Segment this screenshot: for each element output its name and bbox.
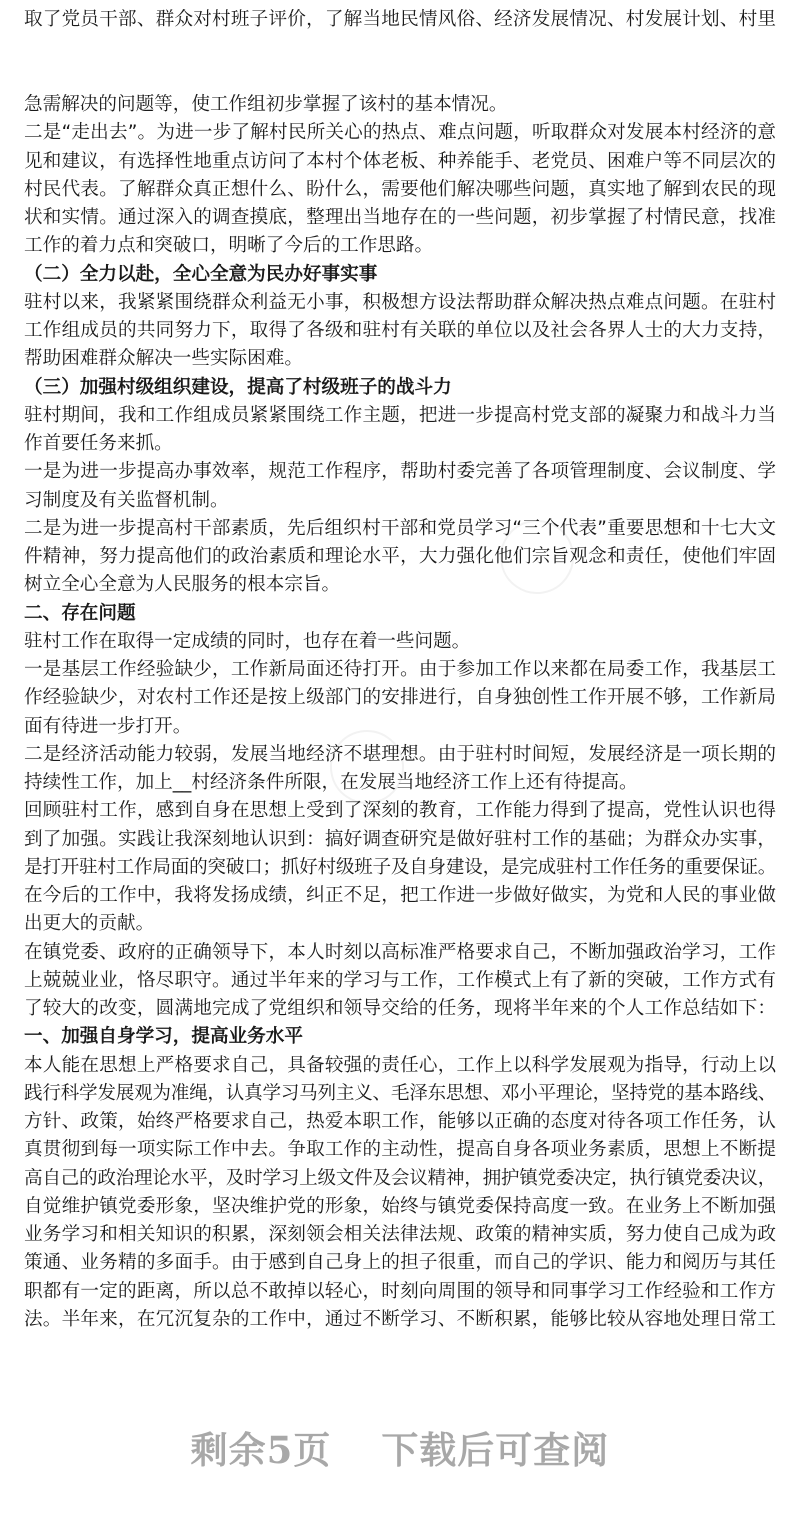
text-line: 二是为进一步提高村干部素质，先后组织村干部和党员学习“三个代表”重要思想和十七大文	[24, 517, 776, 539]
text-line: 一是基层工作经验缺少，工作新局面还待打开。由于参加工作以来都在局委工作，我基层工	[24, 659, 776, 680]
text-line: 回顾驻村工作，感到自身在思想上受到了深刻的教育，工作能力得到了提高，党性认识也得	[24, 800, 776, 822]
text-line: 村民代表。了解群众真正想什么、盼什么，需要他们解决哪些问题，真实地了解到农民的现	[24, 178, 776, 200]
text-line: 出更大的贡献。	[24, 913, 155, 935]
text-line: 二是经济活动能力较弱，发展当地经济不堪理想。由于驻村时间短，发展经济是一项长期的	[24, 743, 776, 765]
text-line: 作经验缺少，对农村工作还是按上级部门的安排进行，自身独创性工作开展不够，工作新局	[24, 687, 776, 709]
section-heading: （二）全力以赴，全心全意为民办好事实事	[24, 263, 378, 285]
text-line: 持续性工作，加上__村经济条件所限，在发展当地经济工作上还有待提高。	[24, 772, 638, 793]
text-line: 本人能在思想上严格要求自己，具备较强的责任心，工作上以科学发展观为指导，行动上以	[24, 1054, 776, 1076]
text-line: 习制度及有关监督机制。	[24, 489, 229, 511]
text-line: 驻村以来，我紧紧围绕群众利益无小事，积极想方设法帮助群众解决热点难点问题。在驻村	[24, 291, 776, 313]
text-line: 见和建议，有选择性地重点访问了本村个体老板、种养能手、老党员、困难户等不同层次的	[24, 150, 776, 172]
text-line: 业务学习和相关知识的积累，深刻领会相关法律法规、政策的精神实质，努力使自己成为政	[24, 1224, 776, 1245]
text-line: 件精神，努力提高他们的政治素质和理论水平，大力强化他们宗旨观念和责任，使他们牢固	[24, 546, 776, 567]
document-top-fragment	[24, 6, 776, 34]
remaining-pages-text[interactable]: 剩余5页	[190, 1428, 332, 1472]
text-line: 工作组成员的共同努力下，取得了各级和驻村有关联的单位以及社会各界人士的大力支持，	[24, 320, 776, 341]
text-line: 二是“走出去”。为进一步了解村民所关心的热点、难点问题，听取群众对发展本村经济的意	[24, 122, 776, 144]
section-heading: 二、存在问题	[24, 602, 136, 624]
download-more-banner[interactable]	[0, 1420, 800, 1474]
text-line: 工作的着力点和突破口，明晰了今后的工作思路。	[24, 235, 434, 257]
text-line: 急需解决的问题等，使工作组初步掌握了该村的基本情况。	[24, 94, 508, 115]
text-line: 方针、政策，始终严格要求自己，热爱本职工作，能够以正确的态度对待各项工作任务，认	[24, 1111, 776, 1132]
text-line: 状和实情。通过深入的调查摸底，整理出当地存在的一些问题，初步掌握了村情民意，找准	[24, 207, 776, 228]
text-line: 面有待进一步打开。	[24, 715, 192, 737]
section-heading: （三）加强村级组织建设，提高了村级班子的战斗力	[24, 376, 452, 398]
text-line: 驻村期间，我和工作组成员紧紧围绕工作主题，把进一步提高村党支部的凝聚力和战斗力当	[24, 404, 776, 426]
text-line: 自觉维护镇党委形象，坚决维护党的形象，始终与镇党委保持高度一致。在业务上不断加强	[24, 1195, 776, 1217]
text-line: 作首要任务来抓。	[24, 433, 173, 454]
text-line: 高自己的政治理论水平，及时学习上级文件及会议精神，拥护镇党委决定，执行镇党委决议，	[24, 1167, 776, 1189]
text-line: 帮助困难群众解决一些实际困难。	[24, 348, 303, 370]
text-line: 到了加强。实践让我深刻地认识到：搞好调查研究是做好驻村工作的基础；为群众办实事，	[24, 828, 776, 850]
text-line: 取了党员干部、群众对村班子评价，了解当地民情风俗、经济发展情况、村发展计划、村里	[24, 9, 776, 30]
text-line: 驻村工作在取得一定成绩的同时，也存在着一些问题。	[24, 630, 471, 652]
text-line: 策通、业务精的多面手。由于感到自己身上的担子很重，而自己的学识、能力和阅历与其任	[24, 1252, 776, 1274]
text-line: 职都有一定的距离，所以总不敢掉以轻心，时刻向周围的领导和同事学习工作经验和工作方	[24, 1280, 776, 1302]
download-to-view-text[interactable]: 下载后可查阅	[381, 1428, 610, 1472]
text-line: 真贯彻到每一项实际工作中去。争取工作的主动性，提高自身各项业务素质，思想上不断提	[24, 1139, 776, 1161]
section-heading: 一、加强自身学习，提高业务水平	[24, 1026, 303, 1048]
text-line: 法。半年来，在冗沉复杂的工作中，通过不断学习、不断积累，能够比较从容地处理日常工	[24, 1308, 776, 1330]
text-line: 树立全心全意为人民服务的根本宗旨。	[24, 574, 341, 596]
text-line: 上兢兢业业，恪尽职守。通过半年来的学习与工作，工作模式上有了新的突破，工作方式有	[24, 969, 776, 991]
text-line: 践行科学发展观为准绳，认真学习马列主义、毛泽东思想、邓小平理论，坚持党的基本路线、	[24, 1082, 776, 1104]
text-line: 在镇党委、政府的正确领导下，本人时刻以高标准严格要求自己，不断加强政治学习，工作	[24, 941, 776, 963]
text-line: 一是为进一步提高办事效率，规范工作程序，帮助村委完善了各项管理制度、会议制度、学	[24, 461, 776, 483]
document-body	[24, 91, 776, 1334]
text-line: 了较大的改变，圆满地完成了党组织和领导交给的任务，现将半年来的个人工作总结如下：	[24, 998, 776, 1019]
text-line: 是打开驻村工作局面的突破口；抓好村级班子及自身建设，是完成驻村工作任务的重要保证。	[24, 856, 776, 878]
text-line: 在今后的工作中，我将发扬成绩，纠正不足，把工作进一步做好做实，为党和人民的事业做	[24, 885, 776, 906]
